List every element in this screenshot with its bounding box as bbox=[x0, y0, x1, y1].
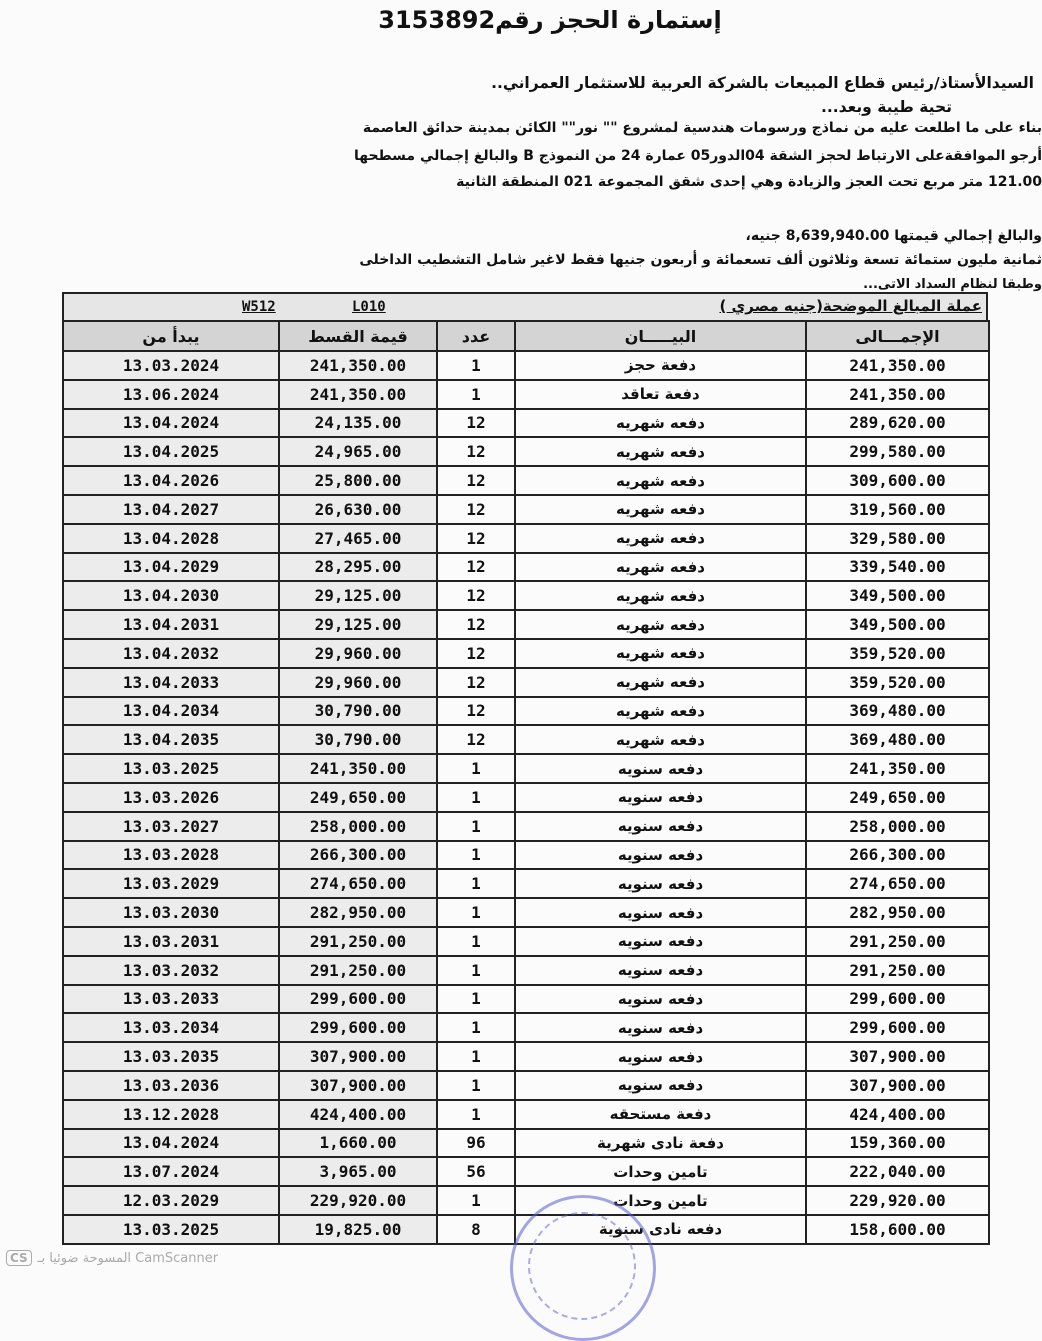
cell-installment: 3,965.00 bbox=[279, 1157, 437, 1186]
cell-installment: 299,600.00 bbox=[279, 1013, 437, 1042]
code-l: L010 bbox=[352, 299, 386, 315]
table-row bbox=[63, 553, 989, 582]
company-stamp-inner bbox=[528, 1212, 636, 1320]
cell-count: 1 bbox=[437, 1042, 515, 1071]
col-description: البيـــــان bbox=[515, 321, 806, 351]
cell-installment: 30,790.00 bbox=[279, 697, 437, 726]
table-row bbox=[63, 754, 989, 783]
cell-installment: 307,900.00 bbox=[279, 1042, 437, 1071]
cell-start: 13.03.2025 bbox=[63, 1215, 279, 1244]
cell-description: دفعه شهريه bbox=[515, 610, 806, 639]
letter-line-payment-system: وطبقا لنظام السداد الاتى... bbox=[863, 277, 1042, 292]
cell-description: دفعه سنويه bbox=[515, 869, 806, 898]
cell-total: 289,620.00 bbox=[806, 409, 989, 438]
cell-total: 282,950.00 bbox=[806, 898, 989, 927]
form-title: إستمارة الحجز رقم3153892 bbox=[378, 6, 722, 34]
cell-description: دفعه سنويه bbox=[515, 985, 806, 1014]
cell-count: 12 bbox=[437, 553, 515, 582]
cell-description: دفعه سنويه bbox=[515, 1042, 806, 1071]
letter-line-total: والبالغ إجمالي قيمتها 8,639,940.00 جنيه، bbox=[745, 228, 1042, 244]
cell-description: دفعه سنويه bbox=[515, 898, 806, 927]
cell-installment: 241,350.00 bbox=[279, 351, 437, 380]
letter-greeting: تحية طيبة وبعد... bbox=[821, 98, 952, 116]
cell-total: 299,580.00 bbox=[806, 437, 989, 466]
cell-installment: 29,125.00 bbox=[279, 610, 437, 639]
cell-description: دفعه شهريه bbox=[515, 639, 806, 668]
cell-installment: 29,960.00 bbox=[279, 639, 437, 668]
cell-description: دفعه سنويه bbox=[515, 1013, 806, 1042]
currency-band bbox=[62, 292, 988, 320]
cell-installment: 30,790.00 bbox=[279, 725, 437, 754]
cell-count: 1 bbox=[437, 985, 515, 1014]
cell-installment: 26,630.00 bbox=[279, 495, 437, 524]
cell-total: 349,500.00 bbox=[806, 610, 989, 639]
cell-count: 12 bbox=[437, 610, 515, 639]
cell-installment: 24,965.00 bbox=[279, 437, 437, 466]
cell-total: 274,650.00 bbox=[806, 869, 989, 898]
table-row bbox=[63, 380, 989, 409]
table-row bbox=[63, 581, 989, 610]
cell-installment: 291,250.00 bbox=[279, 956, 437, 985]
cell-description: دفعة مستحقه bbox=[515, 1100, 806, 1129]
cell-installment: 25,800.00 bbox=[279, 466, 437, 495]
currency-label: عملة المبالغ الموضحة(جنيه مصري ) bbox=[719, 297, 982, 315]
cell-description: دفعه شهريه bbox=[515, 466, 806, 495]
cell-total: 222,040.00 bbox=[806, 1157, 989, 1186]
cell-description: دفعه شهريه bbox=[515, 437, 806, 466]
table-header-row bbox=[63, 321, 989, 351]
table-row bbox=[63, 725, 989, 754]
cell-description: دفعه سنويه bbox=[515, 841, 806, 870]
cell-installment: 19,825.00 bbox=[279, 1215, 437, 1244]
cell-count: 12 bbox=[437, 725, 515, 754]
letter-line-total-words: ثمانية مليون ستمائة تسعة وثلاثون ألف تسعمائة و أربعون جنيها فقط لاغير شامل التشطيب الداخلى bbox=[359, 252, 1042, 268]
table-row bbox=[63, 1100, 989, 1129]
scanner-watermark bbox=[6, 1250, 218, 1266]
table-row bbox=[63, 869, 989, 898]
table-row bbox=[63, 668, 989, 697]
cell-start: 13.04.2024 bbox=[63, 409, 279, 438]
cell-total: 266,300.00 bbox=[806, 841, 989, 870]
cell-description: دفعه شهريه bbox=[515, 581, 806, 610]
cell-description: دفعه سنويه bbox=[515, 812, 806, 841]
cell-count: 12 bbox=[437, 409, 515, 438]
table-row bbox=[63, 610, 989, 639]
table-row bbox=[63, 927, 989, 956]
cell-start: 13.04.2031 bbox=[63, 610, 279, 639]
table-row bbox=[63, 1157, 989, 1186]
cell-start: 13.03.2032 bbox=[63, 956, 279, 985]
payment-schedule bbox=[62, 292, 988, 1245]
cell-installment: 258,000.00 bbox=[279, 812, 437, 841]
cell-start: 13.03.2033 bbox=[63, 985, 279, 1014]
cell-description: دفعه شهريه bbox=[515, 553, 806, 582]
cell-total: 309,600.00 bbox=[806, 466, 989, 495]
cell-count: 1 bbox=[437, 351, 515, 380]
cell-total: 258,000.00 bbox=[806, 812, 989, 841]
cell-start: 12.03.2029 bbox=[63, 1186, 279, 1215]
cell-start: 13.04.2025 bbox=[63, 437, 279, 466]
cell-installment: 29,125.00 bbox=[279, 581, 437, 610]
letter-addressee: السيدالأستاذ/رئيس قطاع المبيعات بالشركة العربية للاستثمار العمراني.. bbox=[491, 74, 1034, 92]
cell-count: 12 bbox=[437, 524, 515, 553]
cell-total: 229,920.00 bbox=[806, 1186, 989, 1215]
cell-start: 13.04.2032 bbox=[63, 639, 279, 668]
cell-count: 1 bbox=[437, 1013, 515, 1042]
letter-line-project: بناء على ما اطلعت عليه من نماذج ورسومات هندسية لمشروع "" نور"" الكائن بمدينة حدائق العاصمة bbox=[362, 120, 1042, 136]
cell-count: 1 bbox=[437, 754, 515, 783]
table-row bbox=[63, 841, 989, 870]
code-w: W512 bbox=[242, 299, 276, 315]
cell-total: 241,350.00 bbox=[806, 380, 989, 409]
cell-installment: 424,400.00 bbox=[279, 1100, 437, 1129]
cell-installment: 28,295.00 bbox=[279, 553, 437, 582]
cell-installment: 27,465.00 bbox=[279, 524, 437, 553]
cell-start: 13.03.2034 bbox=[63, 1013, 279, 1042]
col-installment: قيمة القسط bbox=[279, 321, 437, 351]
cell-total: 249,650.00 bbox=[806, 783, 989, 812]
cell-total: 159,360.00 bbox=[806, 1129, 989, 1158]
cell-description: دفعه شهريه bbox=[515, 409, 806, 438]
cell-start: 13.03.2031 bbox=[63, 927, 279, 956]
cell-count: 1 bbox=[437, 898, 515, 927]
table-row bbox=[63, 409, 989, 438]
cell-count: 96 bbox=[437, 1129, 515, 1158]
table-row bbox=[63, 1186, 989, 1215]
cell-start: 13.03.2030 bbox=[63, 898, 279, 927]
cell-count: 12 bbox=[437, 668, 515, 697]
cell-start: 13.04.2030 bbox=[63, 581, 279, 610]
cell-count: 12 bbox=[437, 495, 515, 524]
cell-total: 359,520.00 bbox=[806, 668, 989, 697]
table-row bbox=[63, 466, 989, 495]
cell-count: 1 bbox=[437, 869, 515, 898]
cell-start: 13.07.2024 bbox=[63, 1157, 279, 1186]
letter-line-area: 121.00 متر مربع تحت العجز والزيادة وهي إحدى شقق المجموعة 021 المنطقة الثانية bbox=[456, 174, 1042, 190]
cell-start: 13.04.2028 bbox=[63, 524, 279, 553]
payment-table bbox=[62, 320, 990, 1245]
cell-description: دفعه شهريه bbox=[515, 524, 806, 553]
cell-description: تامين وحدات bbox=[515, 1186, 806, 1215]
cell-description: دفعه سنويه bbox=[515, 754, 806, 783]
table-row bbox=[63, 1013, 989, 1042]
cell-installment: 1,660.00 bbox=[279, 1129, 437, 1158]
table-row bbox=[63, 437, 989, 466]
cell-start: 13.03.2028 bbox=[63, 841, 279, 870]
cell-total: 349,500.00 bbox=[806, 581, 989, 610]
cell-count: 12 bbox=[437, 639, 515, 668]
cell-description: دفعه شهريه bbox=[515, 697, 806, 726]
cell-count: 1 bbox=[437, 812, 515, 841]
cell-start: 13.03.2029 bbox=[63, 869, 279, 898]
table-row bbox=[63, 351, 989, 380]
cell-description: دفعه سنويه bbox=[515, 1071, 806, 1100]
cell-start: 13.04.2027 bbox=[63, 495, 279, 524]
cell-installment: 249,650.00 bbox=[279, 783, 437, 812]
cell-total: 369,480.00 bbox=[806, 725, 989, 754]
cell-start: 13.04.2033 bbox=[63, 668, 279, 697]
cell-total: 319,560.00 bbox=[806, 495, 989, 524]
cell-count: 1 bbox=[437, 927, 515, 956]
cell-count: 8 bbox=[437, 1215, 515, 1244]
cell-description: دفعه سنويه bbox=[515, 783, 806, 812]
cell-start: 13.06.2024 bbox=[63, 380, 279, 409]
table-row bbox=[63, 812, 989, 841]
col-count: عدد bbox=[437, 321, 515, 351]
cell-installment: 274,650.00 bbox=[279, 869, 437, 898]
cell-installment: 241,350.00 bbox=[279, 380, 437, 409]
cell-description: دفعة نادى شهرية bbox=[515, 1129, 806, 1158]
cell-count: 1 bbox=[437, 783, 515, 812]
cell-count: 1 bbox=[437, 1071, 515, 1100]
cell-installment: 29,960.00 bbox=[279, 668, 437, 697]
cell-total: 241,350.00 bbox=[806, 351, 989, 380]
cell-total: 241,350.00 bbox=[806, 754, 989, 783]
cell-description: دفعة حجز bbox=[515, 351, 806, 380]
cell-installment: 299,600.00 bbox=[279, 985, 437, 1014]
cell-installment: 307,900.00 bbox=[279, 1071, 437, 1100]
cell-start: 13.04.2029 bbox=[63, 553, 279, 582]
table-row bbox=[63, 985, 989, 1014]
cell-count: 1 bbox=[437, 956, 515, 985]
cell-total: 291,250.00 bbox=[806, 956, 989, 985]
cell-total: 369,480.00 bbox=[806, 697, 989, 726]
cell-total: 307,900.00 bbox=[806, 1071, 989, 1100]
cell-count: 12 bbox=[437, 697, 515, 726]
cell-count: 56 bbox=[437, 1157, 515, 1186]
table-row bbox=[63, 898, 989, 927]
cell-description: دفعه شهريه bbox=[515, 495, 806, 524]
table-row bbox=[63, 956, 989, 985]
cell-description: دفعه شهريه bbox=[515, 725, 806, 754]
cell-installment: 282,950.00 bbox=[279, 898, 437, 927]
table-row bbox=[63, 783, 989, 812]
cell-count: 12 bbox=[437, 437, 515, 466]
cell-start: 13.04.2035 bbox=[63, 725, 279, 754]
cell-description: دفعه سنويه bbox=[515, 956, 806, 985]
cell-total: 291,250.00 bbox=[806, 927, 989, 956]
cell-count: 1 bbox=[437, 841, 515, 870]
cell-count: 12 bbox=[437, 466, 515, 495]
cell-start: 13.03.2026 bbox=[63, 783, 279, 812]
cell-total: 307,900.00 bbox=[806, 1042, 989, 1071]
cell-description: دفعه شهريه bbox=[515, 668, 806, 697]
table-row bbox=[63, 697, 989, 726]
cell-total: 424,400.00 bbox=[806, 1100, 989, 1129]
cell-count: 12 bbox=[437, 581, 515, 610]
cell-description: دفعة تعاقد bbox=[515, 380, 806, 409]
cell-total: 359,520.00 bbox=[806, 639, 989, 668]
cell-installment: 291,250.00 bbox=[279, 927, 437, 956]
table-row bbox=[63, 1042, 989, 1071]
cell-description: تامين وحدات bbox=[515, 1157, 806, 1186]
cell-installment: 24,135.00 bbox=[279, 409, 437, 438]
letter-line-unit: أرجو الموافقةعلى الارتباط لحجز الشقة 04الدور05 عمارة 24 من النموذج B والبالغ إجمالي مسطحها bbox=[353, 148, 1042, 164]
cell-start: 13.03.2035 bbox=[63, 1042, 279, 1071]
cell-count: 1 bbox=[437, 1100, 515, 1129]
cell-total: 158,600.00 bbox=[806, 1215, 989, 1244]
cell-count: 1 bbox=[437, 380, 515, 409]
cell-description: دفعه نادى سنوية bbox=[515, 1215, 806, 1244]
cell-total: 329,580.00 bbox=[806, 524, 989, 553]
cell-count: 1 bbox=[437, 1186, 515, 1215]
cell-start: 13.04.2026 bbox=[63, 466, 279, 495]
cell-installment: 241,350.00 bbox=[279, 754, 437, 783]
cell-total: 299,600.00 bbox=[806, 1013, 989, 1042]
camscanner-text: المسوحة ضوئيا بـ CamScanner bbox=[37, 1250, 219, 1266]
cell-start: 13.03.2025 bbox=[63, 754, 279, 783]
cell-start: 13.04.2024 bbox=[63, 1129, 279, 1158]
table-row bbox=[63, 495, 989, 524]
cell-start: 13.03.2027 bbox=[63, 812, 279, 841]
cell-start: 13.04.2034 bbox=[63, 697, 279, 726]
table-row bbox=[63, 1129, 989, 1158]
table-row bbox=[63, 1071, 989, 1100]
cell-start: 13.03.2036 bbox=[63, 1071, 279, 1100]
col-total: الإجمـــالى bbox=[806, 321, 989, 351]
cell-start: 13.03.2024 bbox=[63, 351, 279, 380]
cell-description: دفعه سنويه bbox=[515, 927, 806, 956]
cell-start: 13.12.2028 bbox=[63, 1100, 279, 1129]
cell-total: 339,540.00 bbox=[806, 553, 989, 582]
cell-installment: 266,300.00 bbox=[279, 841, 437, 870]
cell-installment: 229,920.00 bbox=[279, 1186, 437, 1215]
table-row bbox=[63, 639, 989, 668]
camscanner-logo-icon: CS bbox=[6, 1250, 32, 1266]
table-row bbox=[63, 524, 989, 553]
col-start: يبدأ من bbox=[63, 321, 279, 351]
cell-total: 299,600.00 bbox=[806, 985, 989, 1014]
